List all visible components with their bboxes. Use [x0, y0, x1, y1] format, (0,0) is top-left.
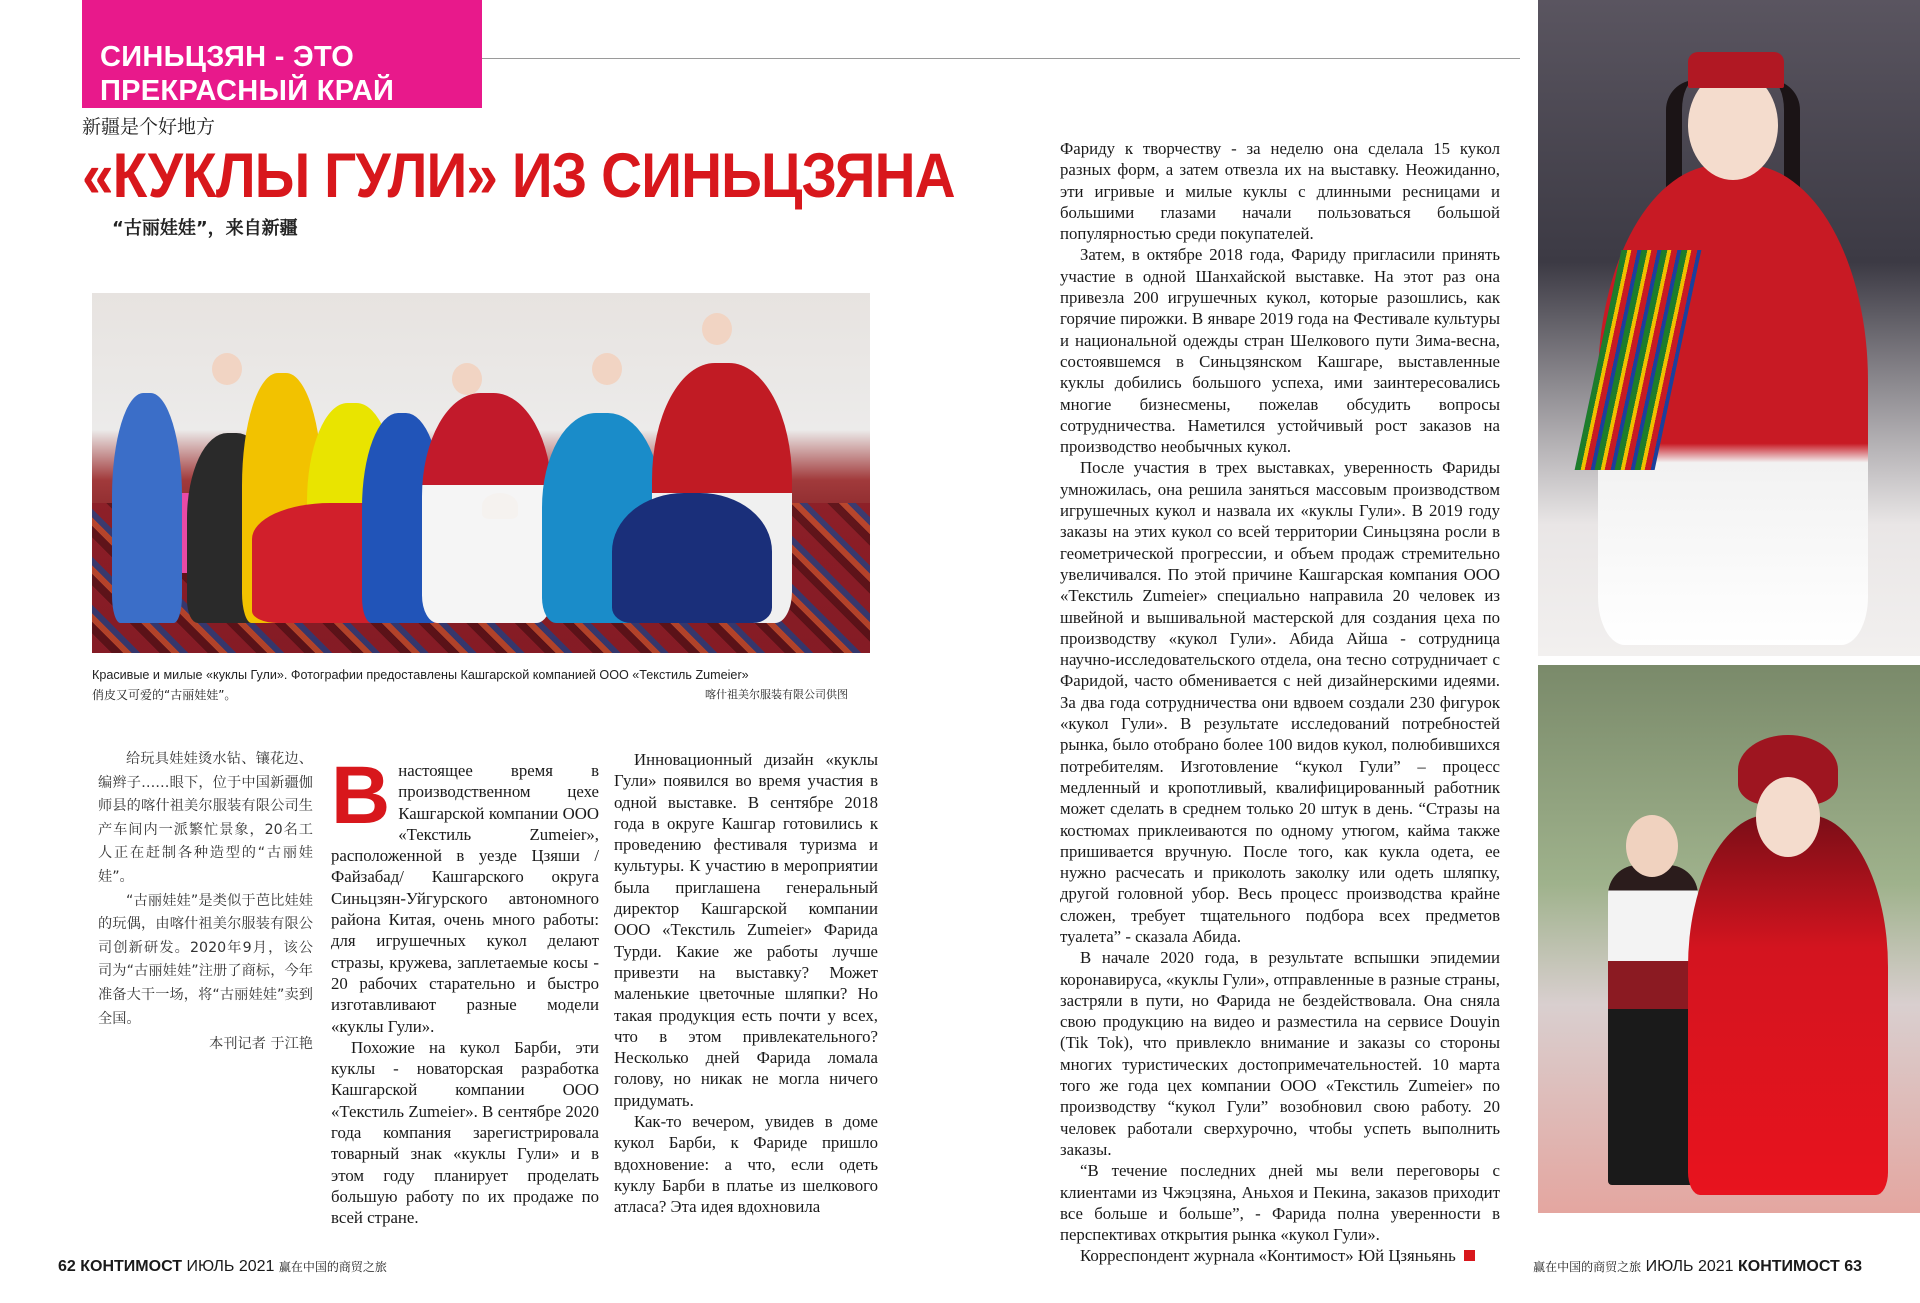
section-rubric-cn: 新疆是个好地方	[82, 116, 216, 138]
paragraph-text: настоящее время в производственном цехе Кашгарской компании ООО «Текстиль Zumeier», расположенной в уезде Цзяши /Файзабад/ Кашгарского округа Синьцзян-Уйгурского автономного района Китая, очень много работы: для игрушечных кукол делают стразы, кружева, заплетаемые косы - 20 рабочих старательно и быстро изготавливают разные модели «куклы Гули».	[331, 761, 599, 1036]
magazine-name: КОНТИМОСТ	[1738, 1258, 1840, 1275]
doll-figure	[612, 493, 772, 623]
photo-credit-cn: 喀什祖美尔服装有限公司供图	[705, 688, 848, 701]
paragraph: Затем, в октябре 2018 года, Фариду пригласили принять участие в одной Шанхайской выставке. На этот раз она привезла 200 игрушечных кукол, которые разошлись, как горячие пирожки. В январе 2019 года на Фестивале культуры и национальной одежды стран Шелкового пути Зима-весна, состоявшемся в Синьцзянском Кашгаре, выставленные куклы добились большого успеха, ими заинтересовались многие бизнесмены, пожелав обсудить вопросы сотрудничества. Наметился устойчивый рост заказов на производство необычных кукол.	[1060, 245, 1500, 457]
footer-left	[58, 1258, 387, 1276]
tea-set	[482, 493, 518, 519]
article-column-2	[614, 749, 878, 1218]
rubric-divider	[482, 58, 960, 59]
doll-head	[212, 353, 242, 385]
issue-date: ИЮЛЬ 2021	[186, 1258, 275, 1275]
paragraph	[331, 750, 599, 1037]
doll-head	[702, 313, 732, 345]
paragraph: Как-то вечером, увидев в доме кукол Барби, к Фариде пришло вдохновение: а что, если одеть куклу Барби в платье из шелкового атласа? Эта идея вдохновила	[614, 1112, 878, 1217]
issue-date: ИЮЛЬ 2021	[1645, 1258, 1734, 1275]
paragraph: После участия в трех выставках, уверенность Фариды умножилась, она решила заняться массовым производством игрушечных кукол и назвала их «куклы Гули». В 2019 году заказы на этих кукол со всей территории Синьцзяна росли в геометрической прогрессии, и объем продаж стремительно увеличивался. По этой причине Кашгарская компания ООО «Текстиль Zumeier» специально направила 20 человек из швейной и вышивальной мастерской для создания цеха по производству «кукол Гули». Абида Айша - сотрудница научно-исследовательского отдела, она тесно сотрудничает с Фаридой, часто обменивается с ней дизайнерскими идеями. За два года сотрудничества они вдвоем создали 230 фигурок «кукол Гули». В результате исследований потребностей рынка, было отобрано более 100 видов кукол, полюбившихся потребителям. Изготовление “кукол Гули” – процесс медленный и кропотливый, квалифицированный работник может сделать в среднем только 20 штук в день. “Стразы на костюмах приклеиваются по одному утюгом, кайма также пришивается вручную. После того, как кукла одета, ее нужно расчесать и приколоть заколку или одеть шляпку, другой головной убор. Весь процесс производства крайне сложен, требует тщательного подбора всех предметов туалета” - сказала Абида.	[1060, 458, 1500, 946]
right-page	[960, 0, 1920, 1303]
doll-face	[1626, 815, 1678, 877]
male-doll	[1608, 865, 1698, 1185]
female-doll-dress	[1688, 815, 1888, 1195]
footer-right	[1533, 1258, 1862, 1276]
slogan-cn: 赢在中国的商贸之旅	[278, 1260, 387, 1274]
doll-face	[1756, 777, 1820, 857]
photo-caption: Красивые и милые «куклы Гули». Фотографии предоставлены Кашгарской компанией ООО «Текстиль Zumeier»	[92, 668, 749, 682]
doll-hat	[1688, 52, 1784, 88]
article-title-cn: “古丽娃娃”，来自新疆	[112, 218, 298, 239]
cn-byline: 本刊记者 于江艳	[209, 1036, 313, 1053]
photo-doll-couple	[1538, 665, 1920, 1213]
chinese-summary-column	[98, 748, 313, 1057]
paragraph: “В течение последних дней мы вели переговоры с клиентами из Чжэцзяна, Аньхоя и Пекина, заказов приходит все больше и больше”, - Фарида полна уверенности в перспективах открытия рынка «кукол Гули».	[1060, 1161, 1500, 1245]
article-column-1	[331, 750, 599, 1229]
article-column-3	[1060, 138, 1500, 1267]
paragraph: “古丽娃娃”是类似于芭比娃娃的玩偶，由喀什祖美尔服装有限公司创新研发。2020年9月，该公司为“古丽娃娃”注册了商标，今年准备大干一场，将“古丽娃娃”卖到全国。	[98, 892, 313, 1027]
main-photo-dolls	[92, 293, 870, 653]
photo-doll-red-dress	[1538, 0, 1920, 656]
section-rubric: СИНЬЦЗЯН - ЭТО ПРЕКРАСНЫЙ КРАЙ	[82, 0, 482, 108]
paragraph: Инновационный дизайн «куклы Гули» появился во время участия в одной выставке. В сентябре 2018 года в округе Кашгар готовились к проведению фестиваля туризма и культуры. К участию в мероприятии была приглашена генеральный директор Кашгарской компании ООО «Текстиль Zumeier» Фарида Турди. Какие же работы лучше привезти на выставку? Может маленькие цветочные шляпки? Но такая продукция есть почти у всех, что в этом привлекательного? Несколько дней Фарида ломала голову, но никак не могла ничего придумать.	[614, 750, 878, 1110]
slogan-cn: 赢在中国的商贸之旅	[1533, 1260, 1642, 1274]
article-headline: «КУКЛЫ ГУЛИ» ИЗ СИНЬЦЗЯНА	[82, 141, 955, 211]
page-number: 63	[1844, 1258, 1862, 1275]
page-number: 62	[58, 1258, 76, 1275]
paragraph: 给玩具娃娃烫水钻、镶花边、编辫子……眼下，位于中国新疆伽师县的喀什祖美尔服装有限公司生产车间内一派繁忙景象，20名工人正在赶制各种造型的“古丽娃娃”。	[98, 751, 313, 885]
drop-cap: В	[331, 750, 391, 841]
magazine-name: КОНТИМОСТ	[80, 1258, 182, 1275]
photo-caption-cn: 俏皮又可爱的“古丽娃娃”。	[92, 688, 237, 702]
paragraph: Похожие на кукол Барби, эти куклы - новаторская разработка Кашгарской компании ООО «Текстиль Zumeier». В сентябре 2020 года компания зарегистрировала товарный знак «куклы Гули» и в этом году планирует проделать большую работу по их продаже по всей стране.	[331, 1037, 599, 1228]
doll-head	[452, 363, 482, 395]
rubric-divider	[960, 58, 1520, 59]
doll-head	[592, 353, 622, 385]
paragraph: Фариду к творчеству - за неделю она сделала 15 кукол разных форм, а затем отвезла их на выставку. Неожиданно, эти игривые и милые куклы с длинными ресницами и большими глазами начали пользоваться большой популярностью среди покупателей.	[1060, 139, 1500, 244]
author-signature: Корреспондент журнала «Контимост» Юй Цзяньянь	[1060, 1245, 1500, 1266]
paragraph: В начале 2020 года, в результате вспышки эпидемии коронавируса, «куклы Гули», отправленные в разные страны, застряли в пути, но Фарида не бездействовала. Она сняла свою продукцию на видео и разместила на сервисе Douyin (Tik Tok), что привлекло внимание и заказы со стороны многих туристических достопримечательностей. 10 марта того же года цех компании ООО «Текстиль Zumeier» по производству “кукол Гули” возобновил свою работу. 20 человек работали сверхурочно, чтобы успеть выполнить заказы.	[1060, 948, 1500, 1159]
doll-figure	[112, 393, 182, 623]
